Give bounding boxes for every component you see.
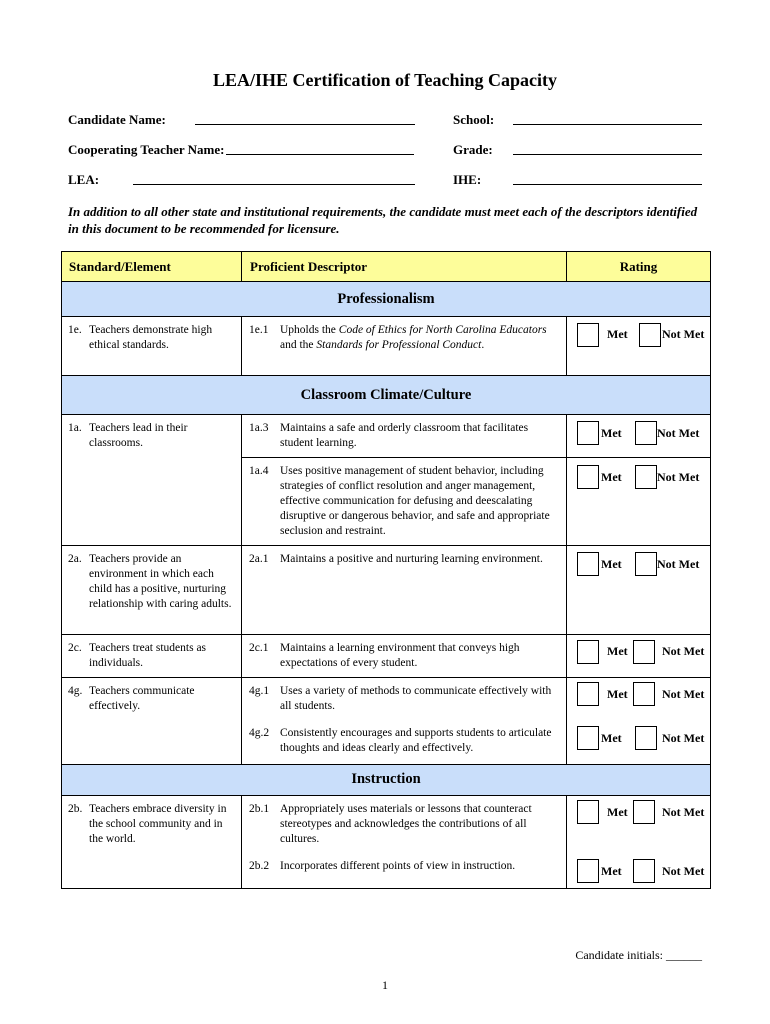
school-field[interactable]: [513, 124, 702, 125]
school-label: School:: [453, 112, 495, 127]
table-row: [62, 678, 711, 721]
table-row: [62, 546, 711, 635]
section-instruction: Instruction: [62, 764, 711, 795]
not-met-checkbox[interactable]: [633, 682, 655, 706]
met-checkbox[interactable]: [577, 800, 599, 824]
met-label: Met: [601, 863, 622, 878]
not-met-label: Not Met: [662, 327, 705, 341]
header-descriptor: Proficient Descriptor: [242, 252, 567, 282]
ihe-label: IHE:: [453, 172, 482, 187]
header-standard: Standard/Element: [62, 252, 242, 282]
standard-code: 4g.: [68, 685, 83, 697]
met-label: Met: [607, 804, 628, 819]
met-label: Met: [601, 426, 622, 440]
section-row: [62, 764, 711, 795]
ihe-field[interactable]: [513, 184, 702, 185]
descriptor-code: 2a.1: [249, 553, 269, 565]
lea-label: LEA:: [68, 172, 100, 187]
standard-code: 1e.: [68, 324, 82, 336]
met-checkbox[interactable]: [577, 726, 599, 750]
standard-code: 2b.: [68, 802, 83, 815]
met-label: Met: [607, 644, 628, 658]
descriptor-code: 1a.3: [249, 422, 269, 434]
standard-code: 1a.: [68, 422, 82, 434]
not-met-checkbox[interactable]: [633, 640, 655, 664]
grade-label: Grade:: [453, 142, 493, 157]
met-checkbox[interactable]: [577, 421, 599, 445]
descriptor-code: 4g.1: [249, 685, 270, 697]
header-rating: Rating: [567, 252, 711, 282]
descriptor-text: Uses a variety of methods to communicate effectively with all students.: [280, 685, 552, 712]
met-checkbox[interactable]: [577, 682, 599, 706]
table-row: [62, 795, 711, 853]
not-met-checkbox[interactable]: [633, 800, 655, 824]
not-met-label: Not Met: [662, 731, 705, 745]
not-met-checkbox[interactable]: [635, 421, 657, 445]
met-checkbox[interactable]: [577, 465, 599, 489]
lea-field[interactable]: [133, 184, 415, 185]
candidate-name-label: Candidate Name:: [68, 112, 166, 127]
certification-table: [61, 251, 711, 889]
candidate-name-field[interactable]: [195, 124, 415, 125]
met-checkbox[interactable]: [577, 323, 599, 347]
table-row: [62, 415, 711, 458]
candidate-initials: Candidate initials: ______: [575, 948, 702, 962]
page-title: LEA/IHE Certification of Teaching Capacity: [212, 70, 557, 90]
descriptor-code: 1a.4: [249, 465, 269, 477]
requirements-note: In addition to all other state and institutional requirements, the candidate must meet each of the descriptors identified in this document to be recommended for licensure.: [68, 204, 698, 236]
not-met-label: Not Met: [662, 804, 705, 819]
met-label: Met: [607, 327, 628, 341]
standard-text: Teachers lead in their classrooms.: [89, 422, 188, 449]
descriptor-code: 4g.2: [249, 727, 270, 739]
met-label: Met: [601, 557, 622, 571]
met-label: Met: [601, 470, 622, 484]
not-met-label: Not Met: [657, 426, 700, 440]
descriptor-text: Uses positive management of student behavior, including strategies of conflict resolution and anger management, effective communication for defusing and deescalating disruptive or dangerous behavior, and safe and appropriate seclusion and restraint.: [280, 465, 550, 537]
section-professionalism: Professionalism: [62, 282, 711, 317]
descriptor-text: Upholds the Code of Ethics for North Carolina Educators and the Standards for Professional Conduct.: [280, 324, 547, 351]
standard-code: 2a.: [68, 553, 82, 565]
met-label: Met: [607, 687, 628, 701]
descriptor-code: 2c.1: [249, 642, 269, 654]
standard-text: Teachers demonstrate high ethical standards.: [89, 324, 213, 351]
not-met-label: Not Met: [662, 644, 705, 658]
descriptor-code: 2b.1: [249, 802, 270, 815]
descriptor-text: Maintains a positive and nurturing learning environment.: [280, 553, 543, 565]
section-row: [62, 282, 711, 317]
table-row: [62, 317, 711, 376]
met-checkbox[interactable]: [577, 640, 599, 664]
standard-text: Teachers provide an environment in which each child has a positive, nurturing relationship with caring adults.: [89, 553, 232, 610]
descriptor-text: Incorporates different points of view in instruction.: [280, 859, 516, 872]
section-row: [62, 376, 711, 415]
descriptor-text: Maintains a learning environment that conveys high expectations of every student.: [280, 642, 520, 669]
not-met-checkbox[interactable]: [635, 552, 657, 576]
not-met-checkbox[interactable]: [633, 859, 655, 883]
standard-code: 2c.: [68, 642, 82, 654]
page-number: 1: [382, 978, 388, 992]
not-met-checkbox[interactable]: [639, 323, 661, 347]
cooperating-teacher-field[interactable]: [226, 154, 414, 155]
grade-field[interactable]: [513, 154, 702, 155]
not-met-label: Not Met: [657, 470, 700, 484]
met-checkbox[interactable]: [577, 859, 599, 883]
descriptor-text: Maintains a safe and orderly classroom that facilitates student learning.: [280, 422, 529, 449]
descriptor-code: 2b.2: [249, 859, 270, 872]
section-climate: Classroom Climate/Culture: [62, 376, 711, 415]
descriptor-text: Consistently encourages and supports students to articulate thoughts and ideas clearly and effectively.: [280, 727, 552, 754]
met-checkbox[interactable]: [577, 552, 599, 576]
not-met-checkbox[interactable]: [635, 465, 657, 489]
descriptor-code: 1e.1: [249, 324, 269, 336]
standard-text: Teachers embrace diversity in the school community and in the world.: [89, 802, 227, 845]
descriptor-text: Appropriately uses materials or lessons that counteract stereotypes and acknowledges the contributions of all cultures.: [280, 802, 532, 845]
not-met-label: Not Met: [662, 687, 705, 701]
standard-text: Teachers treat students as individuals.: [89, 642, 207, 669]
standard-text: Teachers communicate effectively.: [89, 685, 195, 712]
table-row: [62, 635, 711, 678]
not-met-label: Not Met: [657, 557, 700, 571]
cooperating-teacher-label: Cooperating Teacher Name:: [68, 142, 225, 157]
met-label: Met: [601, 731, 622, 745]
not-met-label: Not Met: [662, 863, 705, 878]
not-met-checkbox[interactable]: [635, 726, 657, 750]
table-header-row: [62, 252, 711, 282]
